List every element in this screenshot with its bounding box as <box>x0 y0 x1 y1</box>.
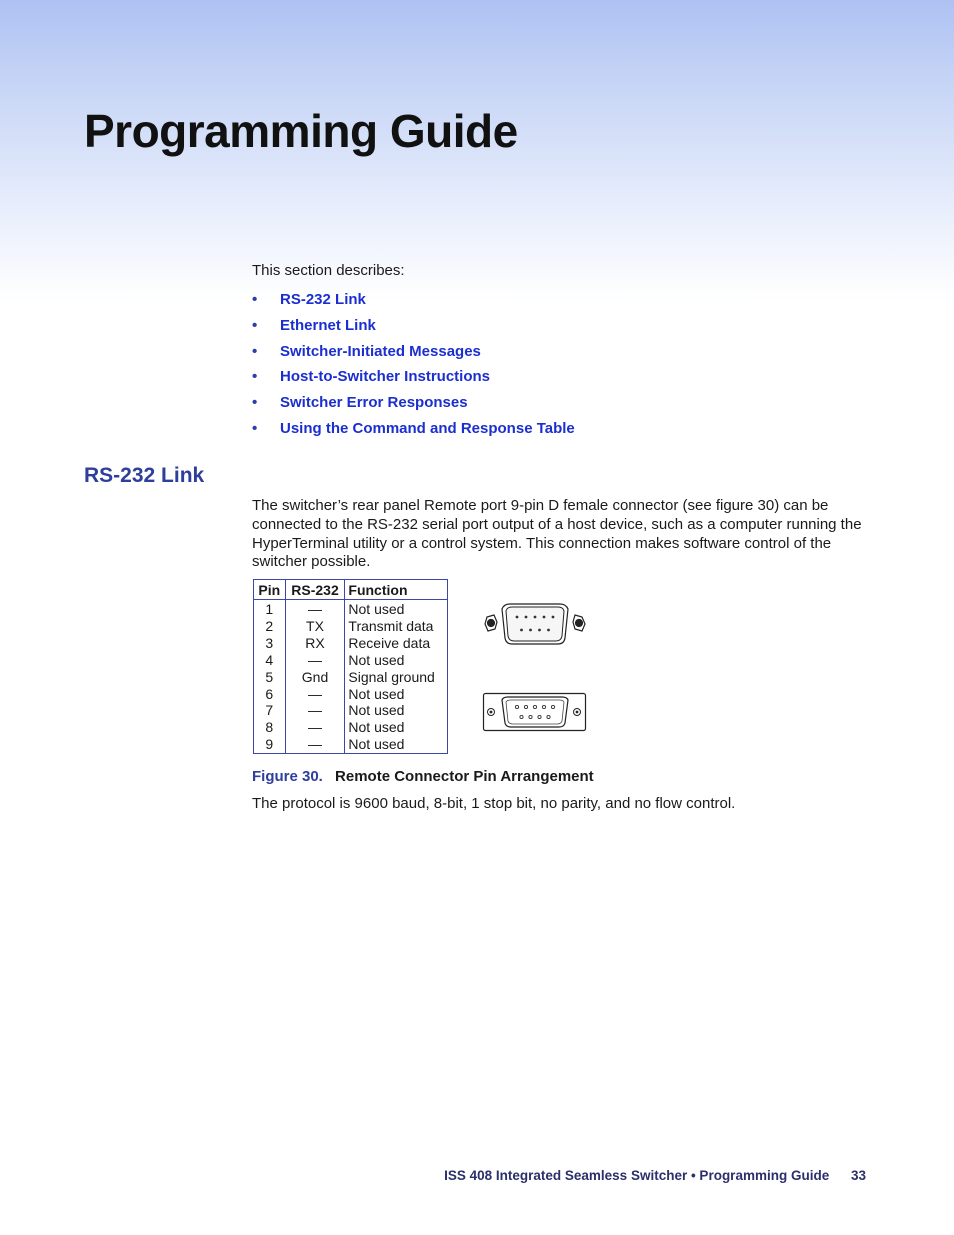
cell-function: Transmit data <box>348 617 434 634</box>
cell-function: Not used <box>348 736 405 753</box>
cell-pin: 9 <box>254 736 286 753</box>
page-title: Programming Guide <box>84 105 518 157</box>
table-row <box>254 618 448 635</box>
table-header-row <box>254 580 448 600</box>
section-toc <box>252 287 575 441</box>
column-header-pin: Pin <box>254 580 286 600</box>
figure-number: Figure 30. <box>252 768 323 785</box>
toc-link-host-instructions[interactable]: Host-to-Switcher Instructions <box>280 368 491 386</box>
cell-rs232: — <box>285 652 345 669</box>
table-row <box>254 652 448 669</box>
page-footer <box>444 1168 866 1183</box>
toc-item <box>252 287 575 313</box>
cell-pin: 5 <box>254 669 286 686</box>
bullet: • <box>252 317 258 335</box>
bullet: • <box>252 368 258 386</box>
cell-pin: 7 <box>254 702 286 719</box>
intro-text: This section describes: <box>252 262 405 279</box>
table-row <box>254 669 448 686</box>
page-number: 33 <box>850 1168 866 1183</box>
bullet: • <box>252 419 258 437</box>
cell-rs232: — <box>285 736 345 753</box>
toc-link-command-table[interactable]: Using the Command and Response Table <box>280 419 575 437</box>
toc-link-rs232[interactable]: RS-232 Link <box>280 291 366 309</box>
table-row <box>254 719 448 736</box>
cell-function: Not used <box>348 702 405 719</box>
cell-function: Not used <box>348 719 405 736</box>
toc-item <box>252 338 575 364</box>
cell-pin: 3 <box>254 635 286 652</box>
column-header-rs232: RS-232 <box>285 580 345 600</box>
cell-pin: 6 <box>254 686 286 703</box>
cell-pin: 8 <box>254 719 286 736</box>
bullet: • <box>252 342 258 360</box>
pin-table <box>253 579 448 754</box>
protocol-text: The protocol is 9600 baud, 8-bit, 1 stop bit, no parity, and no flow control. <box>252 795 736 812</box>
bullet: • <box>252 394 258 412</box>
cell-function: Not used <box>348 651 405 668</box>
table-row <box>254 600 448 618</box>
cell-function: Receive data <box>348 634 431 651</box>
db9-connector-front-icon <box>482 601 588 647</box>
table-row <box>254 686 448 703</box>
section-heading: RS-232 Link <box>84 464 205 487</box>
cell-rs232: — <box>285 600 345 618</box>
figure-caption <box>252 768 594 785</box>
toc-link-switcher-messages[interactable]: Switcher-Initiated Messages <box>280 342 481 360</box>
section-body-text: The switcher’s rear panel Remote port 9-pin D female connector (see figure 30) can be connected to the RS-232 serial port output of a host device, such as a computer running the HyperTerminal utility or a control system. This connection makes software control of the switcher possible. <box>252 497 862 571</box>
cell-pin: 4 <box>254 652 286 669</box>
cell-rs232: Gnd <box>285 669 345 686</box>
cell-rs232: — <box>285 719 345 736</box>
bullet: • <box>252 291 258 309</box>
table-row <box>254 702 448 719</box>
cell-rs232: — <box>285 686 345 703</box>
cell-function: Signal ground <box>348 668 435 685</box>
toc-item <box>252 390 575 416</box>
cell-function: Not used <box>348 601 405 617</box>
table-row <box>254 635 448 652</box>
column-header-function: Function <box>345 580 448 600</box>
toc-link-error-responses[interactable]: Switcher Error Responses <box>280 394 468 412</box>
figure-title: Remote Connector Pin Arrangement <box>335 768 594 785</box>
db9-connector-panel-icon <box>482 692 588 732</box>
cell-function: Not used <box>348 685 405 702</box>
toc-item <box>252 313 575 339</box>
footer-text: ISS 408 Integrated Seamless Switcher • Programming Guide <box>444 1168 830 1183</box>
cell-rs232: RX <box>285 635 345 652</box>
toc-item <box>252 415 575 441</box>
cell-pin: 2 <box>254 618 286 635</box>
table-row <box>254 736 448 753</box>
toc-item <box>252 364 575 390</box>
toc-link-ethernet[interactable]: Ethernet Link <box>280 317 376 335</box>
cell-rs232: — <box>285 702 345 719</box>
cell-rs232: TX <box>285 618 345 635</box>
cell-pin: 1 <box>254 600 286 618</box>
